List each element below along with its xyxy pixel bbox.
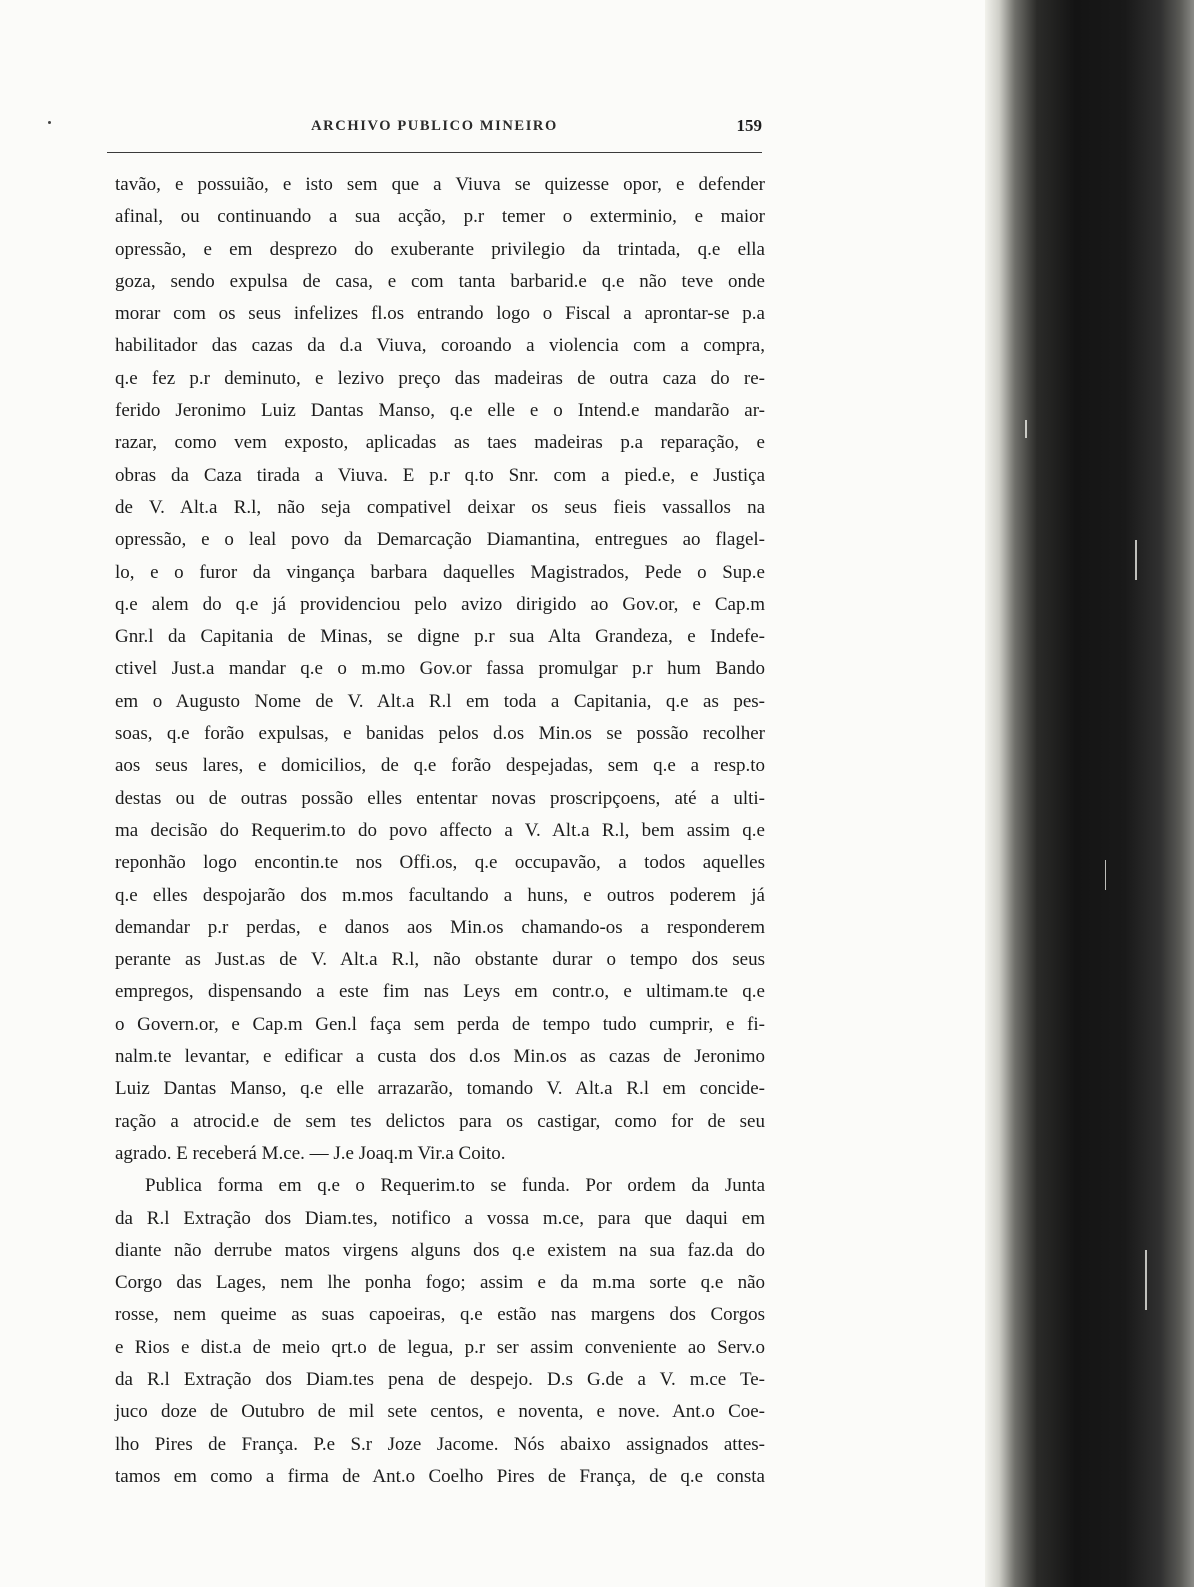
text-line: ferido Jeronimo Luiz Dantas Manso, q.e elle e o Intend.e mandarão ar- [115,400,765,422]
text-line: nalm.te levantar, e edificar a custa dos d.os Min.os as cazas de Jeronimo [115,1046,765,1068]
running-head [107,116,762,142]
text-line: rosse, nem queime as suas capoeiras, q.e estão nas margens dos Corgos [115,1304,765,1326]
text-line: diante não derrube matos virgens alguns dos q.e existem na sua faz.da do [115,1239,765,1261]
text-line: obras da Caza tirada a Viuva. E p.r q.to Snr. com a pied.e, e Justiça [115,464,765,486]
text-line: Gnr.l da Capitania de Minas, se digne p.r sua Alta Grandeza, e Indefe- [115,626,765,648]
text-line: opressão, e o leal povo da Demarcação Diamantina, entregues ao flagel- [115,529,765,551]
text-line: empregos, dispensando a este fim nas Leys em contr.o, e ultimam.te q.e [115,981,765,1003]
text-line: agrado. E receberá M.ce. — J.e Joaq.m Vir.a Coito. [115,1142,506,1164]
text-line: reponhão logo encontin.te nos Offi.os, q.e occupavão, a todos aquelles [115,852,765,874]
header-rule [107,152,762,153]
text-line: soas, q.e forão expulsas, e banidas pelos d.os Min.os se possão recolher [115,723,765,745]
page-number: 159 [736,116,762,135]
text-line: afinal, ou continuando a sua acção, p.r temer o exterminio, e maior [115,206,765,228]
text-line: destas ou de outras possão elles ententar novas proscripçoens, até a ulti- [115,787,765,809]
text-line: da R.l Extração dos Diam.tes pena de despejo. D.s G.de a V. m.ce Te- [115,1368,765,1390]
text-line: habilitador das cazas da d.a Viuva, coroando a violencia com a compra, [115,335,765,357]
text-line: lo, e o furor da vingança barbara daquelles Magistrados, Pede o Sup.e [115,561,765,583]
stray-ink-dot [48,121,51,124]
text-line: q.e fez p.r deminuto, e lezivo preço das madeiras de outra caza do re- [115,367,765,389]
text-line: juco doze de Outubro de mil sete centos, e noventa, e nove. Ant.o Coe- [115,1401,765,1423]
text-line: e Rios e dist.a de meio qrt.o de legua, p.r ser assim conveniente ao Serv.o [115,1336,765,1358]
text-line: de V. Alt.a R.l, não seja compativel deixar os seus fieis vassallos na [115,496,765,518]
text-line: q.e elles despojarão dos m.mos facultando a huns, e outros poderem já [115,884,765,906]
running-title: ARCHIVO PUBLICO MINEIRO [311,118,558,134]
book-binding-edge [985,0,1194,1587]
text-line: da R.l Extração dos Diam.tes, notifico a vossa m.ce, para que daqui em [115,1207,765,1229]
text-line: ma decisão do Requerim.to do povo affecto a V. Alt.a R.l, bem assim q.e [115,819,765,841]
text-line: em o Augusto Nome de V. Alt.a R.l em toda a Capitania, q.e as pes- [115,690,765,712]
text-line: lho Pires de França. P.e S.r Joze Jacome. Nós abaixo assignados attes- [115,1433,765,1455]
body-text [115,169,765,1493]
text-line: perante as Just.as de V. Alt.a R.l, não obstante durar o tempo dos seus [115,949,765,971]
text-line: ração a atrocid.e de sem tes delictos para os castigar, como for de seu [115,1110,765,1132]
text-line: q.e alem do q.e já providenciou pelo avizo dirigido ao Gov.or, e Cap.m [115,593,765,615]
text-line: ctivel Just.a mandar q.e o m.mo Gov.or fassa promulgar p.r hum Bando [115,658,765,680]
text-line: aos seus lares, e domicilios, de q.e forão despejadas, sem q.e a resp.to [115,755,765,777]
text-line: opressão, e em desprezo do exuberante privilegio da trintada, q.e ella [115,238,765,260]
text-line: demandar p.r perdas, e danos aos Min.os chamando-os a responderem [115,916,765,938]
text-line: goza, sendo expulsa de casa, e com tanta barbarid.e q.e não teve onde [115,270,765,292]
text-line: razar, como vem exposto, aplicadas as taes madeiras p.a reparação, e [115,432,765,454]
text-line: tavão, e possuião, e isto sem que a Viuva se quizesse opor, e defender [115,174,765,195]
text-line: Corgo das Lages, nem lhe ponha fogo; assim e da m.ma sorte q.e não [115,1272,765,1294]
text-line: Publica forma em q.e o Requerim.to se funda. Por ordem da Junta [145,1175,765,1197]
text-line: morar com os seus infelizes fl.os entrando logo o Fiscal a aprontar-se p.a [115,303,765,325]
text-line: Luiz Dantas Manso, q.e elle arrazarão, tomando V. Alt.a R.l em concide- [115,1078,765,1100]
text-line: o Govern.or, e Cap.m Gen.l faça sem perda de tempo tudo cumprir, e fi- [115,1013,765,1035]
text-line: tamos em como a firma de Ant.o Coelho Pires de França, de q.e consta [115,1465,765,1487]
